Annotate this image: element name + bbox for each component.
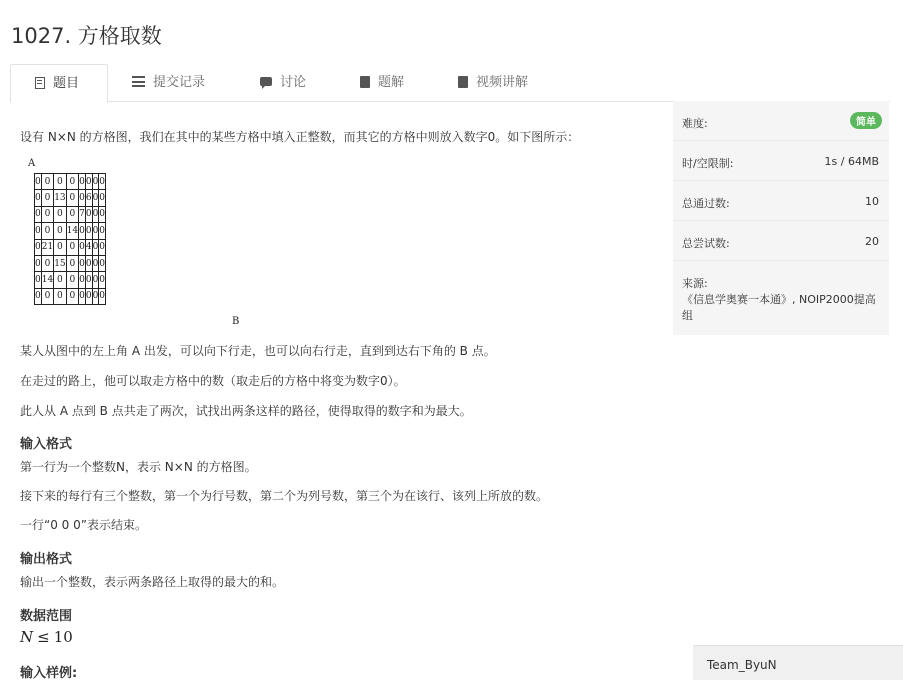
grid-cell: 0	[79, 239, 86, 255]
tab-label: 题解	[378, 75, 405, 90]
grid-cell: 7	[79, 206, 86, 222]
grid-cell: 0	[99, 174, 106, 190]
grid-label-a: A	[28, 158, 36, 169]
grid-row	[35, 255, 106, 271]
video-book-icon	[458, 76, 468, 88]
grid-cell: 0	[41, 255, 53, 271]
grid-cell: 0	[79, 255, 86, 271]
input-format-line3: 一行“0 0 0”表示结束。	[20, 518, 147, 532]
source-value: 《信息学奥赛一本通》, NOIP2000提高组	[682, 293, 876, 322]
data-range-value: 10	[53, 628, 73, 646]
tab-label: 题目	[53, 76, 80, 91]
grid-cell: 0	[99, 255, 106, 271]
sample-input-heading: 输入样例:	[20, 666, 78, 680]
grid-cell: 0	[92, 288, 99, 304]
list-icon	[132, 76, 145, 87]
grid-cell: 0	[66, 255, 78, 271]
grid-cell: 0	[66, 239, 78, 255]
grid-cell: 0	[35, 223, 42, 239]
grid-cell: 0	[79, 272, 86, 288]
problem-tabs	[10, 64, 890, 102]
user-bar[interactable]	[693, 645, 903, 680]
grid-row	[35, 174, 106, 190]
book-icon	[360, 76, 370, 88]
user-name: Team_ByuN	[707, 658, 777, 672]
problem-info-sidebar	[673, 101, 889, 335]
grid-cell: 0	[41, 288, 53, 304]
grid-cell: 15	[54, 255, 66, 271]
grid-cell: 0	[92, 190, 99, 206]
grid-cell: 0	[79, 288, 86, 304]
grid-cell: 0	[66, 174, 78, 190]
grid-cell: 0	[85, 206, 92, 222]
grid-cell: 14	[66, 223, 78, 239]
passed-value: 10	[865, 195, 879, 208]
number-grid	[34, 173, 106, 305]
grid-cell: 0	[66, 288, 78, 304]
grid-cell: 0	[35, 174, 42, 190]
tried-value: 20	[865, 235, 879, 248]
grid-cell: 4	[85, 239, 92, 255]
grid-cell: 0	[85, 223, 92, 239]
output-format-line1: 输出一个整数，表示两条路径上取得的最大的和。	[20, 575, 285, 589]
source-key: 来源:	[682, 277, 708, 290]
grid-cell: 0	[92, 206, 99, 222]
document-icon	[35, 77, 45, 89]
difficulty-row	[673, 101, 889, 141]
grid-cell: 0	[99, 272, 106, 288]
tab-label: 提交记录	[153, 75, 206, 90]
grid-cell: 0	[54, 206, 66, 222]
grid-cell: 0	[54, 223, 66, 239]
grid-cell: 0	[41, 206, 53, 222]
grid-cell: 0	[54, 239, 66, 255]
grid-cell: 0	[92, 239, 99, 255]
output-format-heading: 输出格式	[20, 552, 73, 567]
tab-discussion[interactable]	[256, 64, 310, 102]
grid-cell: 0	[92, 223, 99, 239]
limit-key: 时/空限制:	[682, 157, 734, 170]
grid-cell: 0	[85, 174, 92, 190]
grid-cell: 0	[35, 239, 42, 255]
grid-cell: 0	[85, 272, 92, 288]
grid-cell: 13	[54, 190, 66, 206]
difficulty-key: 难度:	[682, 117, 708, 130]
grid-row	[35, 223, 106, 239]
grid-cell: 0	[85, 288, 92, 304]
grid-cell: 0	[99, 223, 106, 239]
tab-video[interactable]	[454, 64, 532, 102]
source-block	[682, 276, 882, 324]
description-p2: 在走过的路上，他可以取走方格中的数（取走后的方格中将变为数字0）。	[20, 374, 406, 388]
difficulty-badge: 简单	[850, 112, 882, 129]
grid-row	[35, 272, 106, 288]
grid-row	[35, 206, 106, 222]
tab-submissions[interactable]	[128, 64, 209, 102]
grid-cell: 0	[35, 288, 42, 304]
grid-row	[35, 190, 106, 206]
grid-cell: 0	[41, 223, 53, 239]
tab-problem[interactable]	[10, 64, 108, 103]
input-format-line1: 第一行为一个整数N，表示 N×N 的方格图。	[20, 460, 257, 474]
grid-cell: 0	[35, 272, 42, 288]
input-format-heading: 输入格式	[20, 437, 73, 452]
data-range-var: N	[20, 628, 34, 646]
page-title: 1027. 方格取数	[11, 24, 162, 48]
grid-cell: 0	[54, 272, 66, 288]
grid-cell: 0	[92, 174, 99, 190]
description-p3: 此人从 A 点到 B 点共走了两次，试找出两条这样的路径，使得取得的数字和为最大。	[20, 404, 472, 418]
grid-cell: 0	[66, 272, 78, 288]
data-range-formula	[20, 628, 73, 646]
grid-cell: 0	[79, 223, 86, 239]
grid-cell: 0	[66, 206, 78, 222]
grid-cell: 0	[54, 288, 66, 304]
tried-row	[673, 221, 889, 261]
tab-label: 视频讲解	[476, 75, 529, 90]
grid-cell: 0	[54, 174, 66, 190]
grid-cell: 0	[99, 288, 106, 304]
grid-cell: 0	[79, 174, 86, 190]
grid-cell: 0	[99, 206, 106, 222]
tab-solutions[interactable]	[356, 64, 408, 102]
grid-cell: 0	[41, 174, 53, 190]
grid-cell: 21	[41, 239, 53, 255]
grid-cell: 0	[66, 190, 78, 206]
grid-cell: 0	[99, 190, 106, 206]
grid-cell: 0	[35, 190, 42, 206]
data-range-heading: 数据范围	[20, 609, 73, 624]
input-format-line2: 接下来的每行有三个整数，第一个为行号数，第二个为列号数，第三个为在该行、该列上所放的数。	[20, 489, 549, 503]
grid-cell: 6	[85, 190, 92, 206]
grid-cell: 14	[41, 272, 53, 288]
grid-cell: 0	[85, 255, 92, 271]
passed-row	[673, 181, 889, 221]
grid-row	[35, 288, 106, 304]
grid-cell: 0	[41, 190, 53, 206]
grid-cell: 0	[92, 272, 99, 288]
grid-cell: 0	[35, 255, 42, 271]
tab-label: 讨论	[280, 75, 307, 90]
tried-key: 总尝试数:	[682, 237, 730, 250]
limit-row	[673, 141, 889, 181]
grid-cell: 0	[35, 206, 42, 222]
grid-cell: 0	[79, 190, 86, 206]
data-range-op: ≤	[37, 628, 50, 646]
grid-cell: 0	[92, 255, 99, 271]
intro-text: 设有 N×N 的方格图，我们在其中的某些方格中填入正整数，而其它的方格中则放入数字0。如下图所示：	[20, 130, 580, 144]
grid-label-b: B	[232, 316, 240, 327]
chat-icon	[260, 77, 272, 86]
grid-row	[35, 239, 106, 255]
description-p1: 某人从图中的左上角 A 出发，可以向下行走，也可以向右行走，直到到达右下角的 B 点。	[20, 344, 496, 358]
limit-value: 1s / 64MB	[824, 155, 879, 168]
passed-key: 总通过数:	[682, 197, 730, 210]
grid-cell: 0	[99, 239, 106, 255]
